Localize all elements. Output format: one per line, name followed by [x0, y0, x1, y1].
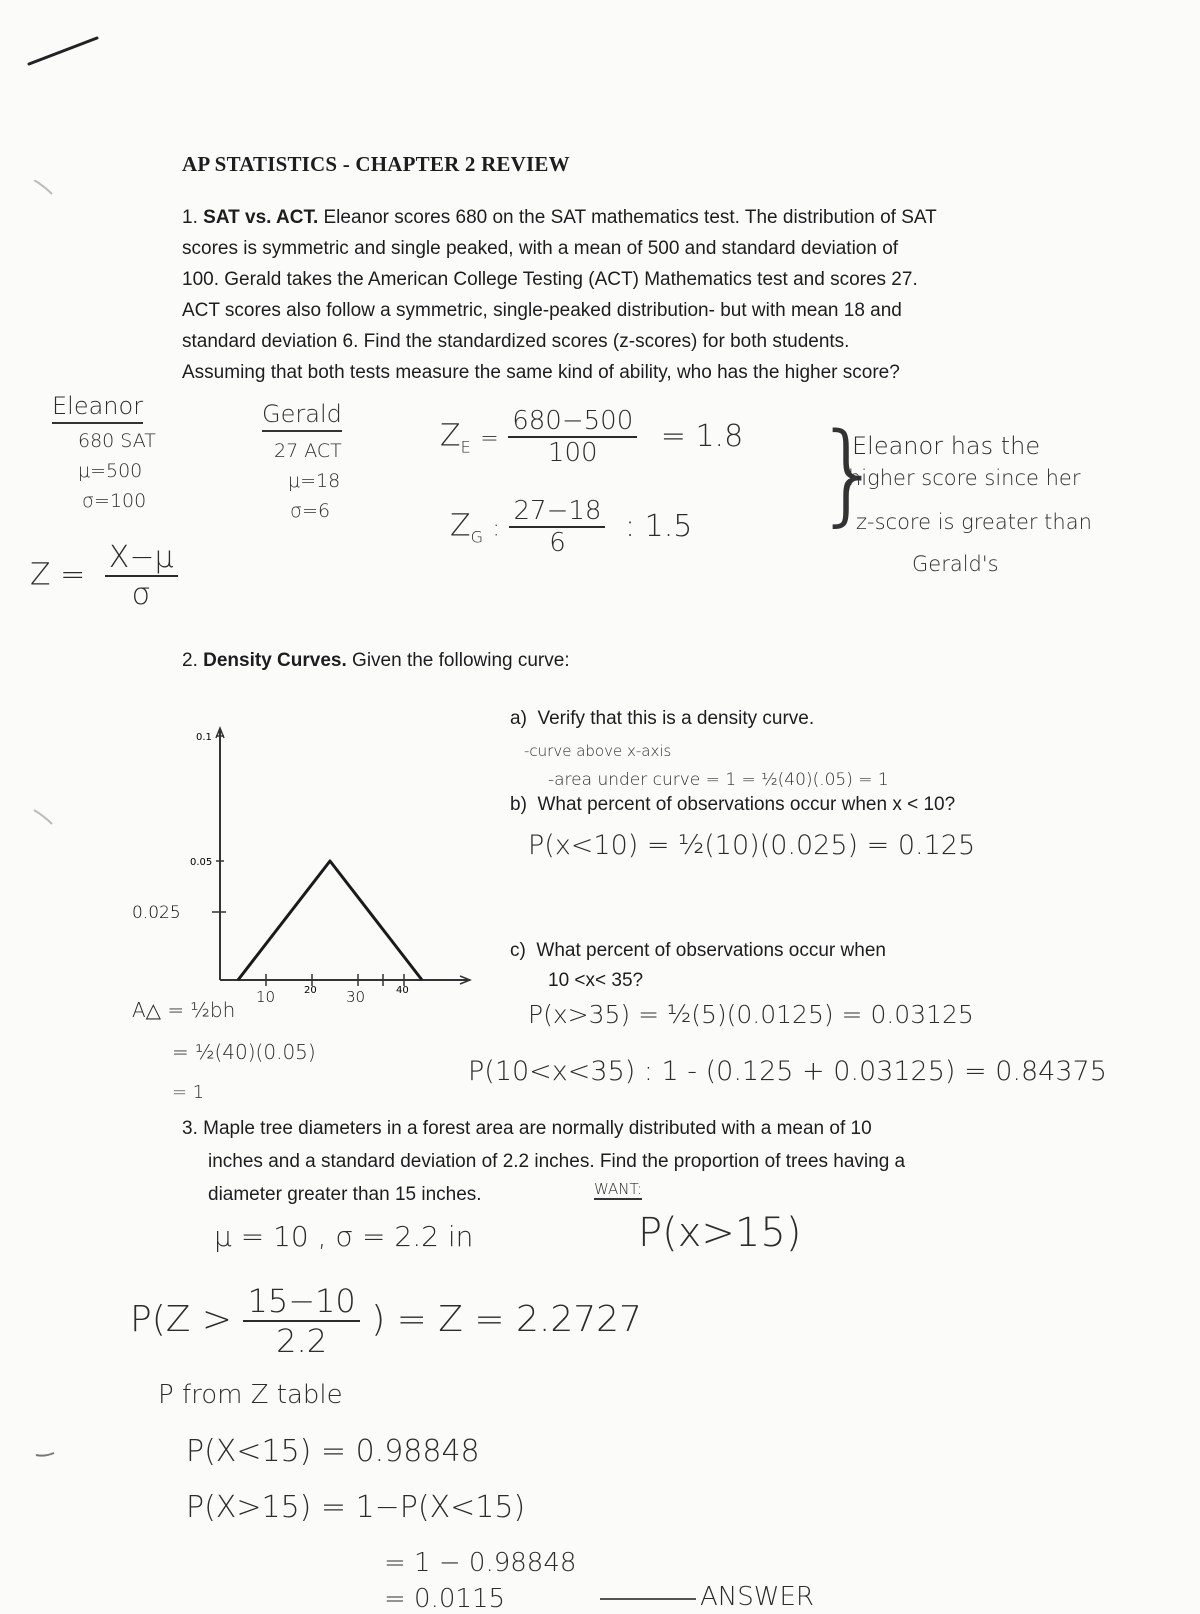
margin-marks	[30, 180, 60, 1480]
part-b-text: What percent of observations occur when x < 10?	[537, 794, 956, 815]
density-curve-chart	[120, 718, 480, 1008]
hw-gerald-mu: μ=18	[288, 470, 341, 492]
part-b-letter: b)	[510, 794, 527, 815]
hw-want-label: WANT:	[594, 1180, 643, 1198]
hw-part-c-line-2: P(10<x<35) : 1 - (0.125 + 0.03125) = 0.84375	[468, 1056, 1107, 1087]
hw-conclusion-line-4: Gerald's	[912, 552, 999, 576]
question-1-line-4: ACT scores also follow a symmetric, single-peaked distribution- but with mean 18 and	[182, 300, 902, 321]
x-label-10: 10	[256, 988, 276, 1006]
question-3-line-3: diameter greater than 15 inches.	[208, 1184, 482, 1205]
question-2-label: Density Curves.	[203, 650, 347, 671]
question-3-line-1: Maple tree diameters in a forest area are normally distributed with a mean of 10	[203, 1118, 872, 1139]
hw-area-line-3: = 1	[172, 1082, 205, 1103]
part-c-question	[510, 940, 886, 962]
part-a-text: Verify that this is a density curve.	[537, 708, 815, 729]
hw-ze-result: = 1.8	[660, 418, 744, 454]
hw-ze-computation	[440, 406, 743, 468]
hw-p-numerator: 15−10	[243, 1282, 359, 1322]
hw-part-c-line-1: P(x>35) = ½(5)(0.0125) = 0.03125	[528, 1000, 974, 1029]
question-3-number: 3.	[182, 1118, 198, 1139]
hw-part-b-answer: P(x<10) = ½(10)(0.025) = 0.125	[528, 830, 976, 861]
question-1-label: SAT vs. ACT.	[203, 207, 319, 228]
part-c-range: 10 <x< 35?	[548, 970, 644, 991]
hw-conclusion-line-2: higher score since her	[848, 466, 1081, 490]
x-label-40: 40	[396, 985, 409, 996]
hw-zg-numerator: 27−18	[509, 496, 605, 528]
question-2-number: 2.	[182, 650, 198, 671]
hw-ze-lhs: Z	[440, 418, 461, 454]
hw-eleanor-sigma: σ=100	[82, 490, 147, 512]
hw-ze-denominator: 100	[547, 438, 598, 468]
hw-z-formula	[30, 540, 178, 612]
hw-z-probability	[130, 1282, 642, 1360]
hw-conclusion-line-3: z-score is greater than	[856, 510, 1092, 534]
hw-z-formula-lhs: Z =	[30, 557, 86, 593]
hw-eleanor-heading: Eleanor	[52, 392, 143, 424]
hw-zg-eq: :	[492, 516, 500, 542]
x-label-30: 30	[346, 988, 366, 1006]
hw-p-rhs: ) = Z = 2.2727	[371, 1299, 642, 1340]
hw-want-expr: P(x>15)	[638, 1210, 802, 1256]
part-c-letter: c)	[510, 940, 526, 961]
question-1-line-3: 100. Gerald takes the American College Testing (ACT) Mathematics test and scores 27.	[182, 269, 918, 290]
part-a-question	[510, 708, 814, 730]
hw-gerald-act: 27 ACT	[274, 440, 342, 462]
hw-zg-denominator: 6	[549, 528, 566, 558]
hw-ze-eq: =	[480, 426, 499, 452]
hw-part-a-note-1: -curve above x-axis	[524, 742, 672, 760]
question-1-text	[182, 202, 1022, 388]
hw-given: μ = 10 , σ = 2.2 in	[214, 1220, 474, 1253]
part-c-text: What percent of observations occur when	[536, 940, 886, 961]
hw-p-less: P(X<15) = 0.98848	[186, 1434, 480, 1469]
hw-conclusion-line-1: Eleanor has the	[852, 432, 1041, 460]
hw-ze-numerator: 680−500	[508, 406, 637, 438]
hw-ze-sub: E	[460, 437, 471, 457]
question-1-number: 1.	[182, 207, 198, 228]
hw-p-result: = 0.0115	[384, 1584, 506, 1614]
question-3-text	[182, 1112, 1002, 1211]
hw-gerald-sigma: σ=6	[290, 500, 331, 522]
hw-area-line-1: A△ = ½bh	[132, 998, 236, 1022]
hw-eleanor-mu: μ=500	[78, 460, 143, 482]
part-a-letter: a)	[510, 708, 527, 729]
hw-z-formula-denominator: σ	[131, 577, 151, 612]
hw-area-line-2: = ½(40)(0.05)	[172, 1040, 316, 1064]
question-2-prompt: Given the following curve:	[352, 650, 570, 671]
pen-stroke-mark	[25, 30, 105, 70]
hw-zg-sub: G	[470, 527, 483, 547]
y-label-hw: 0.025	[132, 903, 181, 923]
hw-p-denominator: 2.2	[276, 1322, 328, 1360]
hw-answer-label: ANSWER	[700, 1582, 814, 1612]
question-1-line-1: Eleanor scores 680 on the SAT mathematics test. The distribution of SAT	[323, 207, 937, 228]
hw-z-formula-numerator: X−μ	[105, 540, 178, 577]
hw-p-from-table: P from Z table	[158, 1380, 343, 1410]
hw-p-greater: P(X>15) = 1−P(X<15)	[186, 1490, 526, 1525]
page-title: AP STATISTICS - CHAPTER 2 REVIEW	[182, 152, 570, 176]
hw-answer-arrow	[600, 1598, 696, 1600]
hw-p-lhs: P(Z >	[130, 1299, 233, 1340]
question-1-line-2: scores is symmetric and single peaked, with a mean of 500 and standard deviation of	[182, 238, 899, 259]
y-label-mid: 0.05	[190, 857, 213, 868]
y-label-top: 0.1	[196, 732, 212, 743]
hw-zg-result: : 1.5	[624, 508, 693, 544]
question-1-line-5: standard deviation 6. Find the standardized scores (z-scores) for both students.	[182, 331, 850, 352]
hw-gerald-heading: Gerald	[262, 400, 342, 432]
hw-brace: }	[814, 409, 884, 537]
part-b-question	[510, 794, 955, 816]
hw-eleanor-sat: 680 SAT	[78, 430, 156, 452]
question-2-text	[182, 650, 570, 672]
hw-zg-computation	[450, 496, 692, 558]
hw-zg-lhs: Z	[450, 508, 471, 544]
hw-part-a-note-2: -area under curve = 1 = ½(40)(.05) = 1	[548, 770, 889, 790]
question-1-line-6: Assuming that both tests measure the same kind of ability, who has the higher score?	[182, 362, 900, 383]
hw-p-calc: = 1 − 0.98848	[384, 1548, 577, 1578]
density-curve-line	[238, 861, 422, 980]
x-label-20: 20	[304, 985, 317, 996]
question-3-line-2: inches and a standard deviation of 2.2 inches. Find the proportion of trees having a	[208, 1151, 906, 1172]
